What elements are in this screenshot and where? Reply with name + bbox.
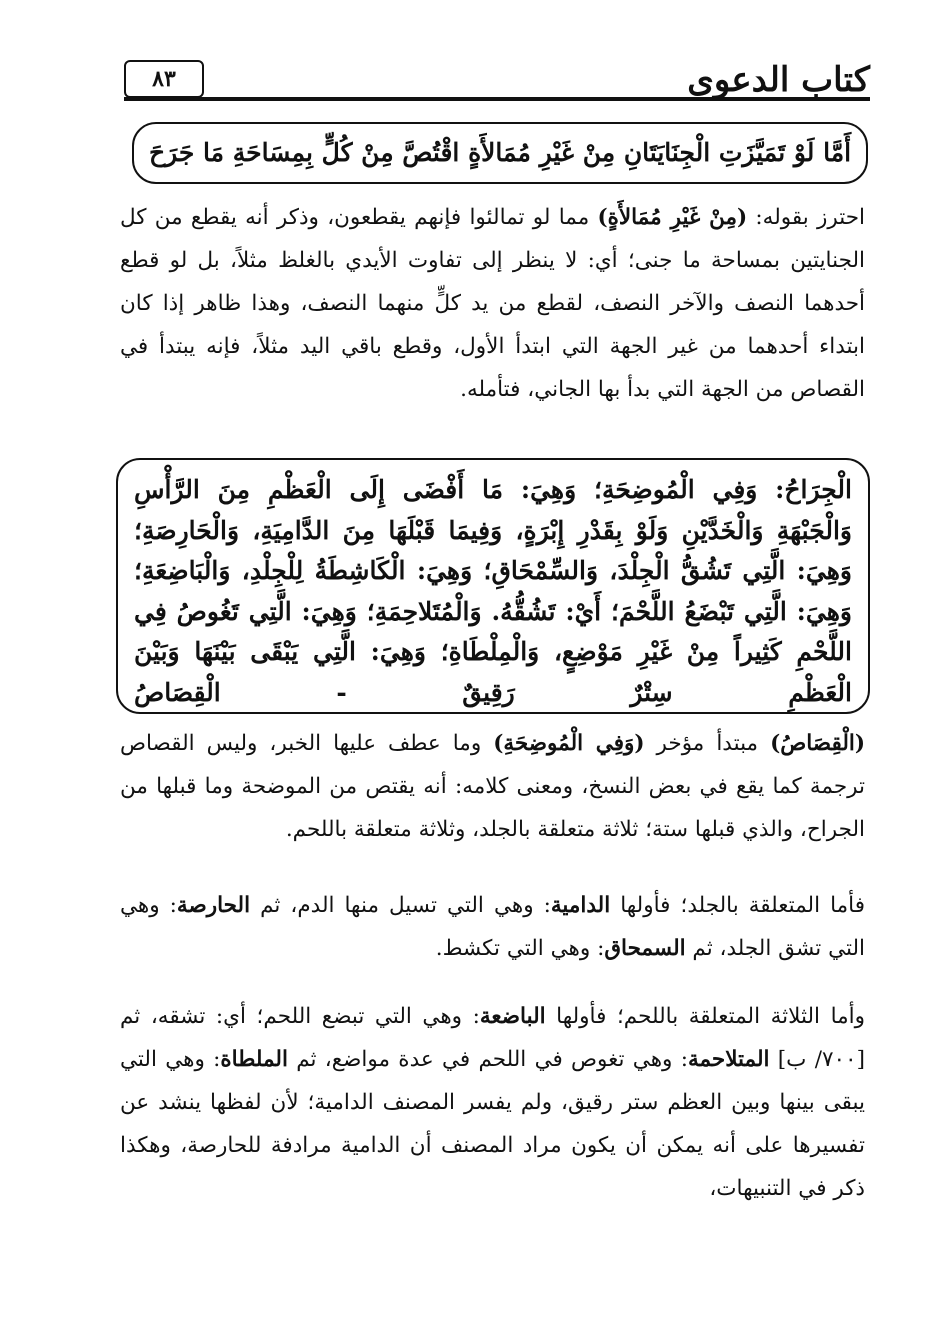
- term-miltat: الملطاة: [220, 1047, 288, 1072]
- para4-t4: : وهي التي يبقى بينها وبين العظم ستر رقيق، ولم يفسر المصنف الدامية؛ لأن لفظها ينشد عن تفسيرها على أنه يمكن أن يكون مراد المصنف أن الدامية مرادفة للحارصة، وهكذا ذكر في التنبيهات،: [120, 1047, 865, 1201]
- term-harisa: الحارصة: [176, 893, 251, 918]
- para1-lead: احترز بقوله:: [747, 205, 865, 230]
- para2-text: وما عطف عليها الخبر، وليس القصاص ترجمة كما يقع في بعض النسخ، ومعنى كلامه: أنه يقتص من الموضحة وما قبلها من الجراح، والذي قبلها ستة؛ ثلاثة متعلقة بالجلد، وثلاثة متعلقة باللحم.: [120, 731, 865, 842]
- term-simhaq: السمحاق: [604, 936, 686, 961]
- para2-quote2: (وَفِي الْمُوضِحَةِ): [493, 731, 645, 756]
- para4-t1: وأما الثلاثة المتعلقة باللحم؛ فأولها: [545, 1004, 865, 1029]
- term-mutalahima: المتلاحمة: [687, 1047, 770, 1072]
- page-number-badge: ٨٣: [124, 60, 204, 98]
- para4-t3: : وهي تغوص في اللحم في عدة مواضع، ثم: [287, 1047, 688, 1072]
- para3-t1: فأما المتعلقة بالجلد؛ فأولها: [610, 893, 865, 918]
- commentary-paragraph-1: [120, 196, 865, 411]
- matn-text-1: أَمَّا لَوْ تَمَيَّزَتِ الْجِنَايَتَانِ مِنْ غَيْرِ مُمَالأَةٍ اقْتُصَّ مِنْ كُلٍّ بِمِسَاحَةِ مَا جَرَحَ: [148, 138, 852, 167]
- commentary-paragraph-3: [120, 884, 865, 970]
- header-divider: [124, 97, 870, 101]
- para2-quote1: (الْقِصَاصُ): [770, 731, 866, 756]
- term-badia: الباضعة: [479, 1004, 546, 1029]
- matn-text-2: الْجِرَاحُ: وَفِي الْمُوضِحَةِ؛ وَهِيَ: مَا أَفْضَى إِلَى الْعَظْمِ مِنَ الرَّأْسِ وَالْجَبْهَةِ وَالْخَدَّيْنِ وَلَوْ بِقَدْرِ إِبْرَةٍ، وَفِيمَا قَبْلَهَا مِنَ الدَّامِيَةِ، وَالْحَارِصَةِ؛ وَهِيَ: الَّتِي تَشُقُّ الْجِلْدَ، وَالسِّمْحَاقِ؛ وَهِيَ: الْكَاشِطَةُ لِلْجِلْدِ، وَالْبَاضِعَةِ؛ وَهِيَ: الَّتِي تَبْضَعُ اللَّحْمَ؛ أَيْ: تَشُقُّهُ. وَالْمُتَلاحِمَةِ؛ وَهِيَ: الَّتِي تَغُوصُ فِي اللَّحْمِ كَثِيراً مِنْ غَيْرِ مَوْضِعٍ، وَالْمِلْطَاةِ؛ وَهِيَ: الَّتِي يَبْقَى بَيْنَهَا وَبَيْنَ الْعَظْمِ سِتْرٌ رَقِيقٌ - الْقِصَاصُ: [134, 475, 852, 707]
- para4-t2: : وهي التي تبضع اللحم؛ أي: تشقه، ثم [٧٠٠/ ب]: [120, 1004, 865, 1072]
- para2-mid: مبتدأ مؤخر: [644, 731, 771, 756]
- matn-box-2: [116, 458, 870, 714]
- para1-quote: (مِنْ غَيْرِ مُمَالأَةٍ): [597, 205, 748, 230]
- matn-box-1: [132, 122, 868, 184]
- page-header: [110, 58, 870, 106]
- para1-text: مما لو تمالئوا فإنهم يقطعون، وذكر أنه يقطع من كل الجنايتين بمساحة ما جنى؛ أي: لا ينظر إلى تفاوت الأيدي بالغلظ مثلاً، بل لو قطع أحدهما النصف والآخر النصف، لقطع من يد كلٍّ منهما النصف، وهذا ظاهر إذا كان ابتداء أحدهما من غير الجهة التي ابتدأ الأول، وقطع باقي اليد مثلاً، فإنه يبتدأ في القصاص من الجهة التي بدأ بها الجاني، فتأمله.: [120, 205, 865, 402]
- commentary-paragraph-2: [120, 722, 865, 851]
- chapter-title: كتاب الدعوى: [687, 60, 870, 100]
- para3-t4: : وهي التي تكشط.: [435, 936, 605, 961]
- term-damiya: الدامية: [550, 893, 611, 918]
- commentary-paragraph-4: [120, 995, 865, 1210]
- para3-t2: : وهي التي تسيل منها الدم، ثم: [250, 893, 551, 918]
- para3-t3: : وهي التي تشق الجلد، ثم: [120, 893, 865, 961]
